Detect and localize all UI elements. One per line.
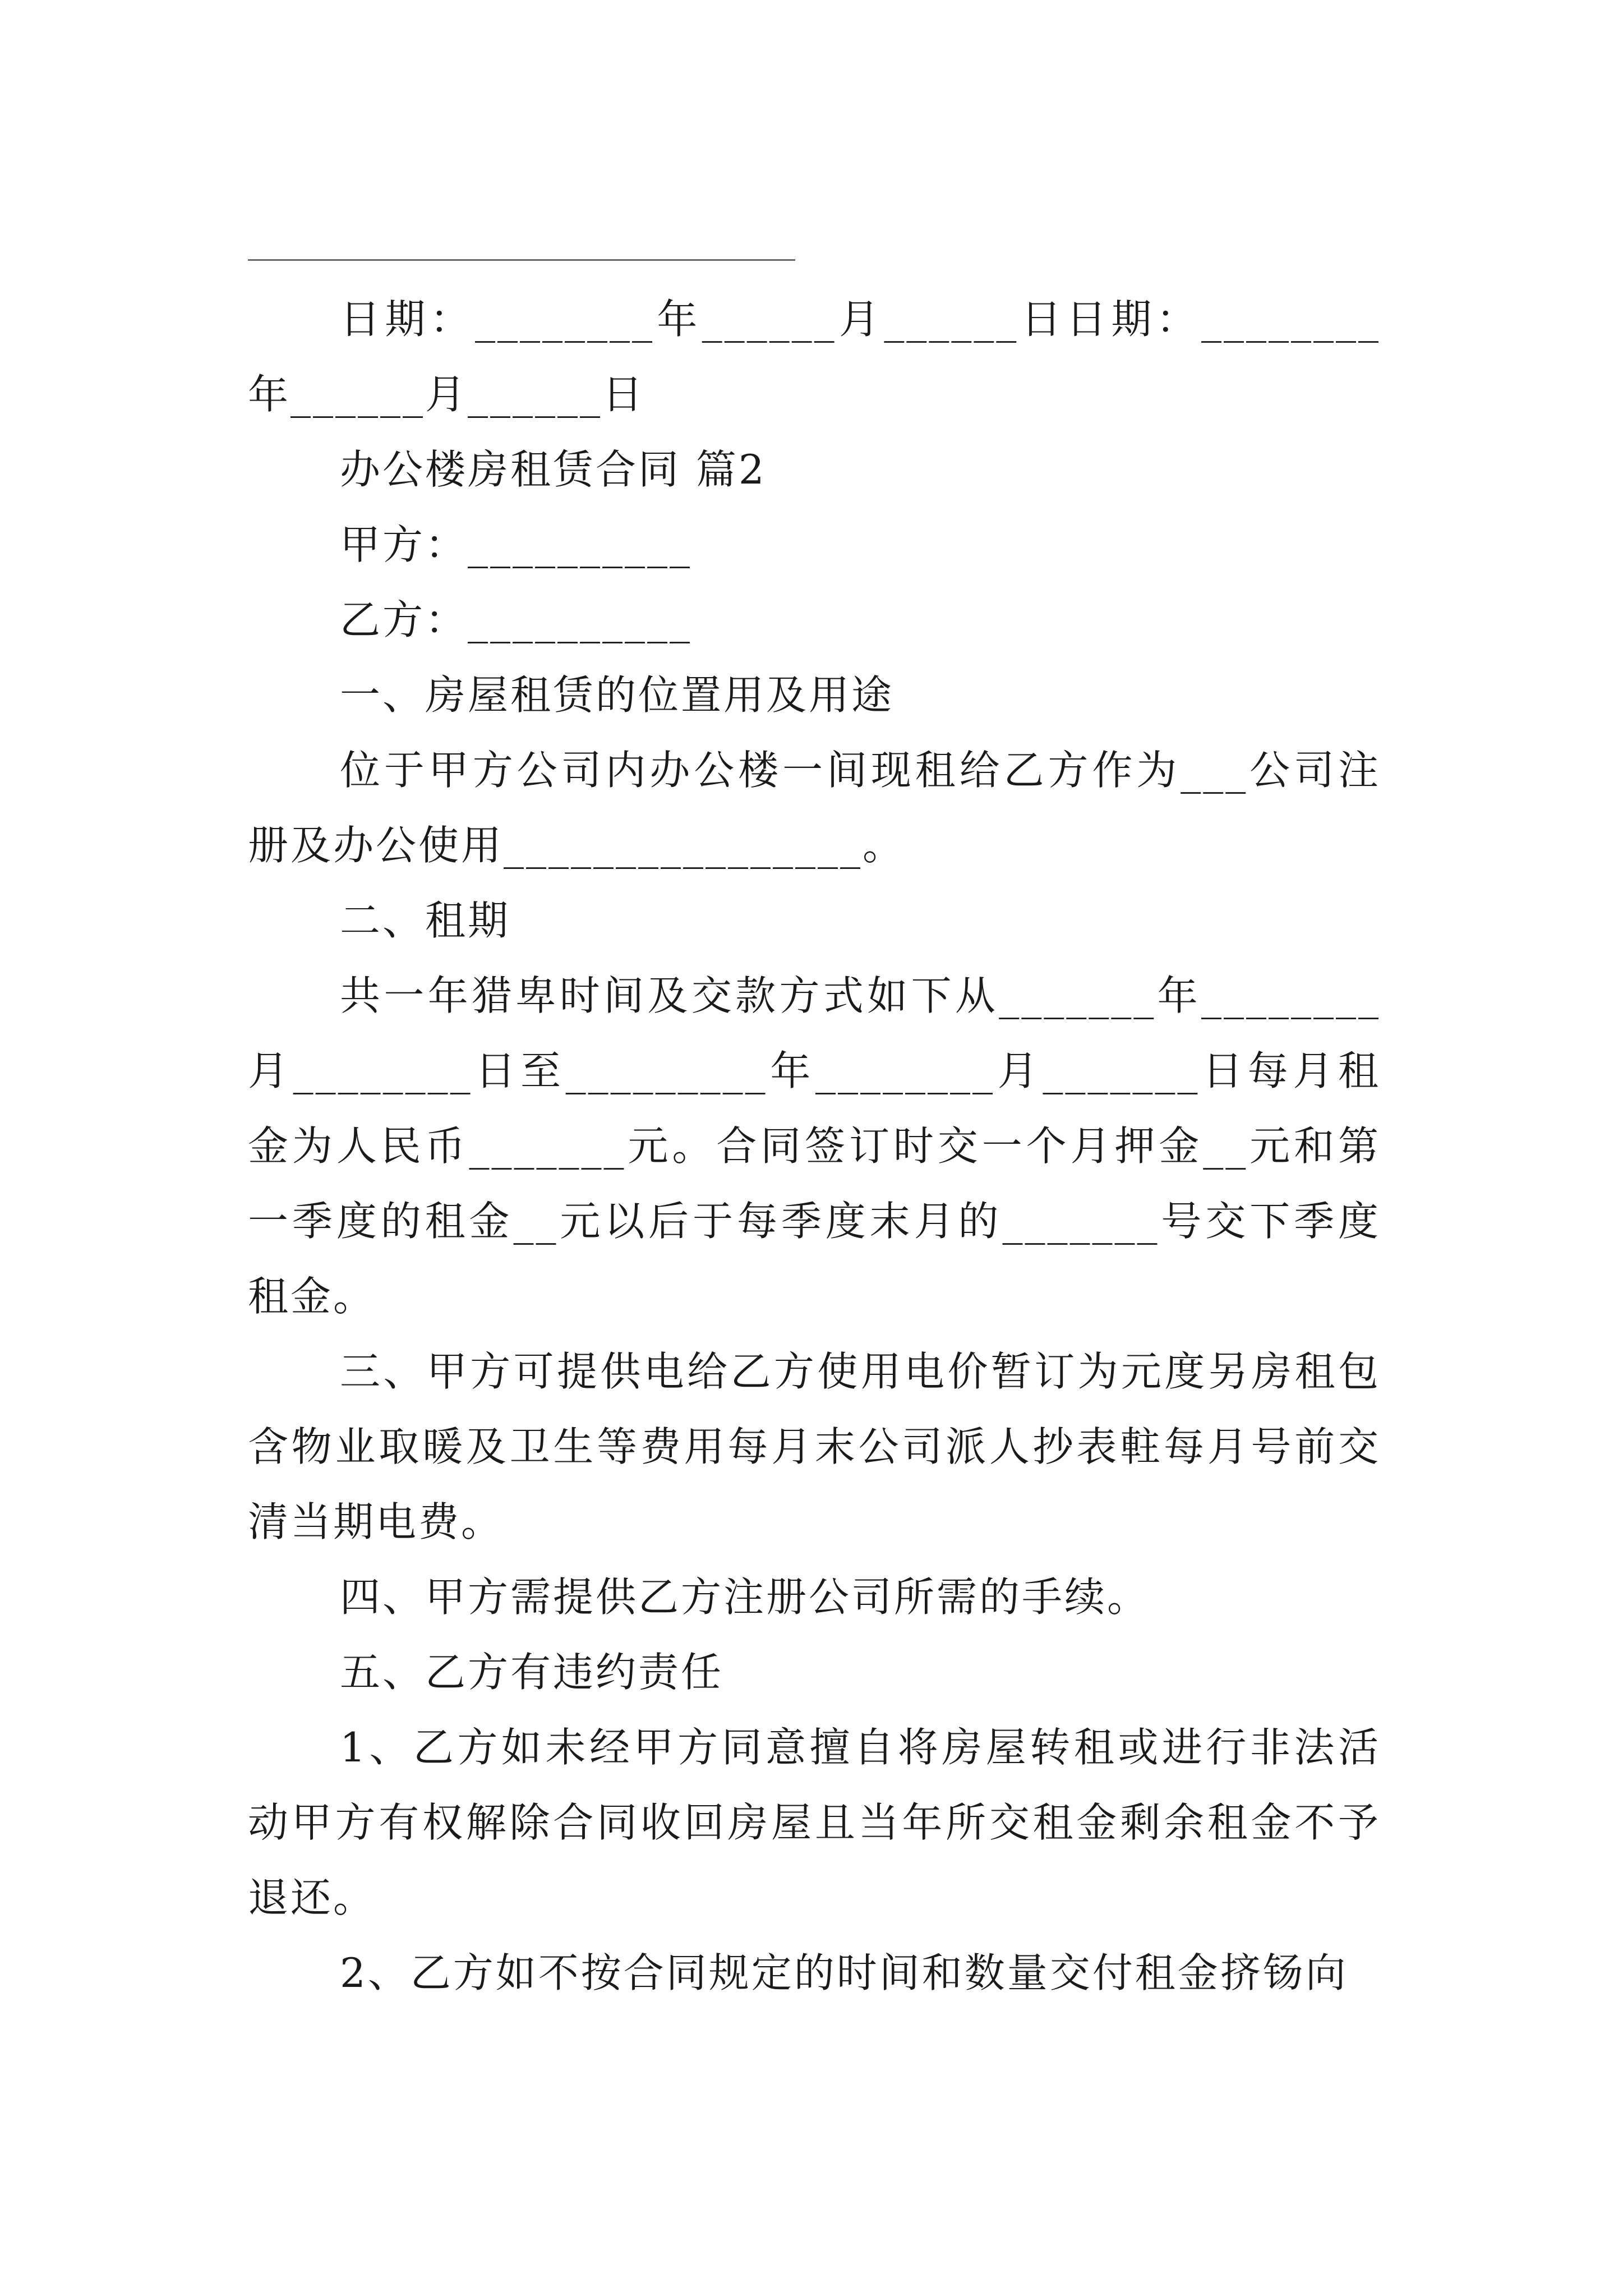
contract-body — [248, 282, 1381, 2010]
party-b-line: 乙方：__________ — [340, 596, 693, 643]
clause-5-item-2: 2、乙方如不按合同规定的时间和数量交付租金挤钖向 — [340, 1949, 1348, 1996]
clause-4: 四、甲方需提供乙方注册公司所需的手续。 — [340, 1573, 1150, 1621]
date-line: 日期：________年______月______日日期：________年______月______日 — [248, 296, 1381, 418]
contract-title-section-2: 办公楼房租赁合同 篇2 — [340, 446, 767, 493]
clause-1-body: 位于甲方公司内办公楼一间现租给乙方作为___公司注册及办公使用________________。 — [248, 747, 1381, 869]
clause-5-item-1: 1、乙方如未经甲方同意擅自将房屋转租或进行非法活动甲方有权解除合同收回房屋且当年所交租金剩余租金不予退还。 — [248, 1724, 1381, 1921]
party-a-line: 甲方：__________ — [340, 521, 693, 568]
clause-2-heading: 二、租期 — [340, 897, 511, 944]
signature-line-divider — [248, 259, 795, 261]
clause-2-body: 共一年猎卑时间及交款方式如下从_______年________月________日至_________年________月_______日每月租金为人民币_______元。合同签订时交一个月押金__元和第一季度的租金__元以后于每季度末月的_______号交下季度租金。 — [248, 972, 1381, 1320]
clause-5-heading: 五、乙方有违约责任 — [340, 1649, 724, 1696]
clause-3: 三、甲方可提供电给乙方使用电价暂订为元度另房租包含物业取暖及卫生等费用每月末公司派人抄表軴每月号前交清当期电费。 — [248, 1348, 1381, 1545]
clause-1-heading: 一、房屋租赁的位置用及用途 — [340, 671, 895, 719]
